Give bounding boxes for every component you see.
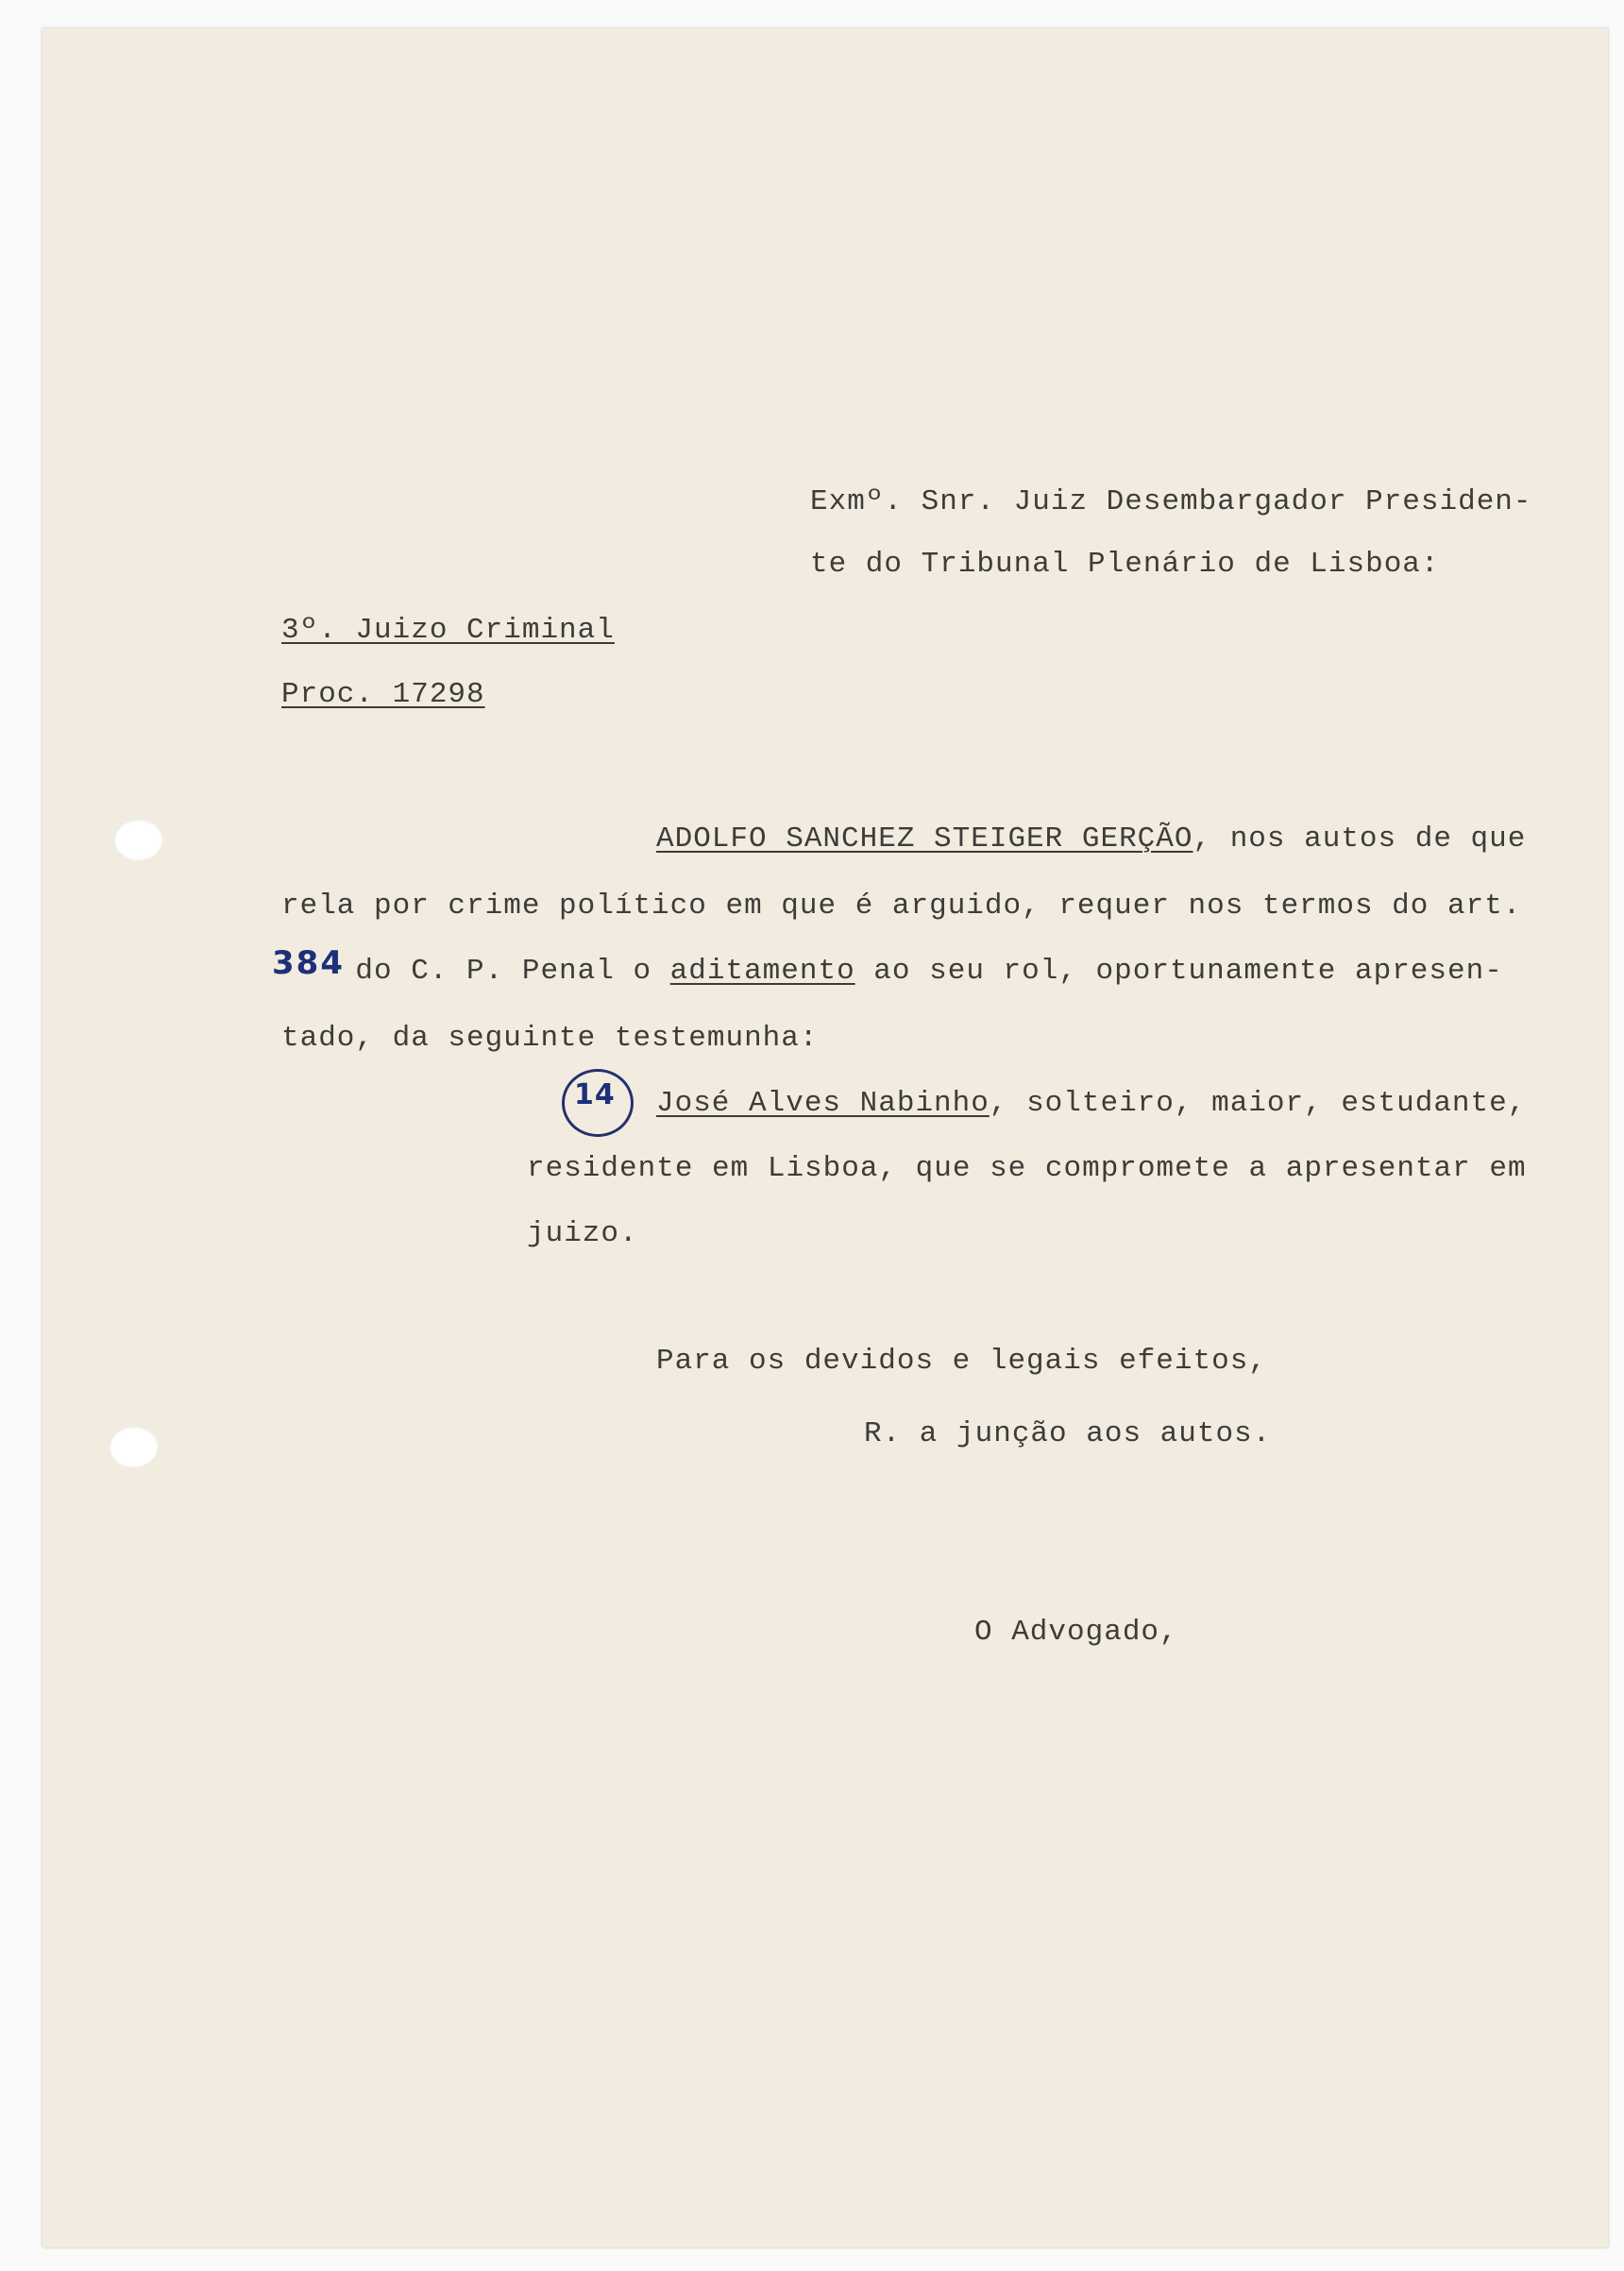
- witness-line-1-tail: , solteiro, maior, estudante,: [989, 1087, 1527, 1120]
- request-line-3-pre: do C. P. Penal o: [336, 955, 670, 988]
- signature-line: O Advogado,: [974, 1616, 1178, 1649]
- aditamento-word: aditamento: [669, 955, 855, 988]
- closing-line-1: Para os devidos e legais efeitos,: [656, 1345, 1267, 1378]
- closing-line-2: R. a junção aos autos.: [864, 1417, 1272, 1450]
- punch-hole-lower: [109, 1426, 158, 1467]
- witness-name: José Alves Nabinho: [656, 1087, 990, 1120]
- addressee-line-2: te do Tribunal Plenário de Lisboa:: [810, 548, 1440, 581]
- request-line-2: rela por crime político em que é arguido, requer nos termos do art.: [281, 890, 1522, 923]
- request-line-3-post: ao seu rol, oportunamente apresen-: [854, 955, 1503, 988]
- punch-hole-upper: [113, 819, 162, 860]
- petitioner-name: ADOLFO SANCHEZ STEIGER GERÇÃO: [656, 822, 1193, 856]
- request-line-4: tado, da seguinte testemunha:: [281, 1022, 819, 1055]
- addressee-line-1: Exmº. Snr. Juiz Desembargador Presiden-: [810, 485, 1532, 518]
- witness-line-3: juizo.: [527, 1217, 638, 1250]
- process-number: Proc. 17298: [281, 678, 485, 711]
- handwritten-article-number: 384: [272, 944, 345, 982]
- request-line-3: [281, 954, 1503, 990]
- witness-line-2: residente em Lisboa, que se compromete a apresentar em: [527, 1152, 1527, 1185]
- request-line-1-tail: , nos autos de que: [1193, 822, 1527, 856]
- witness-line-1: [656, 1086, 1526, 1122]
- handwritten-witness-number: 14: [574, 1078, 616, 1111]
- request-line-1: [656, 822, 1526, 857]
- document-page: [42, 28, 1608, 2247]
- court-reference: 3º. Juizo Criminal: [281, 614, 615, 647]
